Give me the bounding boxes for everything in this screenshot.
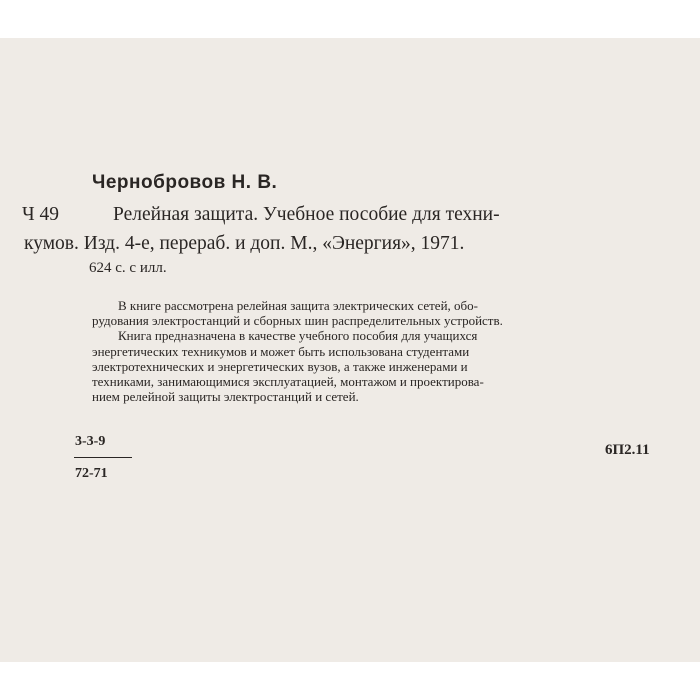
fraction-denominator: 72-71 xyxy=(75,466,108,481)
abstract-line: электротехнических и энергетических вузов, а также инженерами и xyxy=(92,358,468,374)
abstract-line: техниками, занимающимися эксплуатацией, монтажом и проектирова- xyxy=(92,374,484,390)
page-count: 624 с. с илл. xyxy=(89,260,167,276)
author-name: Чернобровов Н. В. xyxy=(92,172,278,193)
abstract-line: Книга предназначена в качестве учебного пособия для учащихся xyxy=(118,328,478,344)
catalog-card-page xyxy=(0,38,700,662)
classification-code: 6П2.11 xyxy=(605,442,650,458)
abstract-line: энергетических техникумов и может быть использована студентами xyxy=(92,343,470,359)
fraction-divider xyxy=(74,457,132,458)
abstract xyxy=(92,298,667,404)
catalog-code: Ч 49 xyxy=(22,204,60,225)
title-line-2: кумов. Изд. 4-е, перераб. и доп. М., «Энергия», 1971. xyxy=(24,233,465,254)
abstract-line: В книге рассмотрена релейная защита электрических сетей, обо- xyxy=(118,298,478,313)
abstract-line: рудования электростанций и сборных шин распределительных устройств. xyxy=(92,313,503,329)
abstract-line: нием релейной защиты электростанций и сетей. xyxy=(92,389,359,405)
fraction-numerator: 3-3-9 xyxy=(75,434,106,449)
title-line-1: Релейная защита. Учебное пособие для техни- xyxy=(113,204,500,225)
